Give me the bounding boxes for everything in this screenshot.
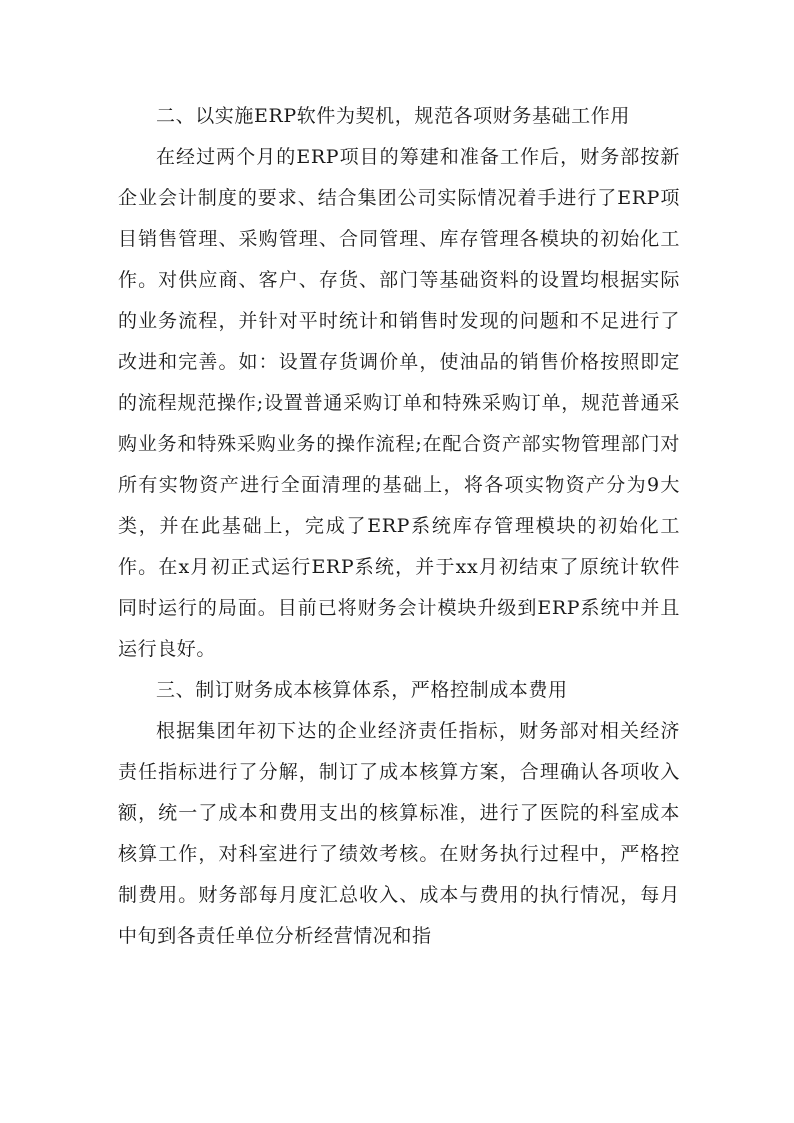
section-heading-erp: 二、以实施ERP软件为契机，规范各项财务基础工作用: [156, 105, 630, 127]
section-heading-cost: 三、制订财务成本核算体系，严格控制成本费用: [156, 679, 568, 701]
section-paragraph-cost: 根据集团年初下达的企业经济责任指标，财务部对相关经济责任指标进行了分解，制订了成本核算方案，合理确认各项收入额，统一了成本和费用支出的核算标准，进行了医院的科室成本核算工作，对科室进行了绩效考核。在财务执行过程中，严格控制费用。财务部每月度汇总收入、成本与费用的执行情况，每月中旬到各责任单位分析经营情况和指: [118, 720, 680, 947]
document-body: [118, 96, 680, 957]
section-paragraph-erp: 在经过两个月的ERP项目的筹建和准备工作后，财务部按新企业会计制度的要求、结合集团公司实际情况着手进行了ERP项目销售管理、采购管理、合同管理、库存管理各模块的初始化工作。对供应商、客户、存货、部门等基础资料的设置均根据实际的业务流程，并针对平时统计和销售时发现的问题和不足进行了改进和完善。如：设置存货调价单，使油品的销售价格按照即定的流程规范操作;设置普通采购订单和特殊采购订单，规范普通采购业务和特殊采购业务的操作流程;在配合资产部实物管理部门对所有实物资产进行全面清理的基础上，将各项实物资产分为9大类，并在此基础上，完成了ERP系统库存管理模块的初始化工作。在x月初正式运行ERP系统，并于xx月初结束了原统计软件同时运行的局面。目前已将财务会计模块升级到ERP系统中并且运行良好。: [118, 146, 680, 660]
